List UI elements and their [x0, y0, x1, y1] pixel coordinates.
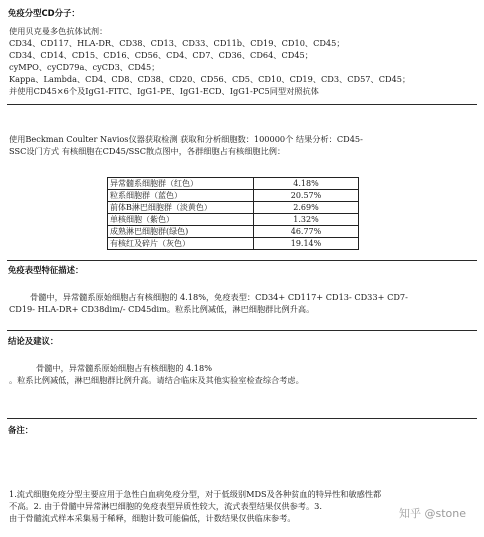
gating-info-line: SSC设门方式 有核细胞在CD45/SSC散点图中，各群细胞占有核细胞比例：: [9, 146, 286, 156]
section-divider: [7, 418, 477, 419]
population-value: 2.69%: [254, 202, 359, 214]
table-row: [108, 238, 359, 250]
remarks-text: 由于骨髓流式样本采集易于稀释，细胞计数可能偏低，计数结果仅供临床参考。: [9, 513, 296, 523]
remarks-text: 不高。2. 由于骨髓中异常淋巴细胞的免疫表型异质性较大，流式表型结果仅供参考。3.: [9, 501, 322, 511]
table-row: [108, 190, 359, 202]
watermark: 知乎 @stone: [399, 507, 467, 520]
antibody-reagent-line: 使用贝克曼多色抗体试剂：: [9, 26, 108, 36]
isotype-control-line: 并使用CD45×6个及IgG1-FITC、IgG1-PE、IgG1-ECD、IgG1-PC5同型对照抗体: [9, 86, 319, 96]
antibody-panel-line: CD34、CD117、HLA-DR、CD38、CD13、CD33、CD11b、CD19、CD10、CD45；: [9, 38, 345, 48]
population-value: 1.32%: [254, 214, 359, 226]
population-label: 成熟淋巴细胞群(绿色): [108, 226, 254, 238]
population-value: 46.77%: [254, 226, 359, 238]
conclusion-text: 骨髓中，异常髓系原始细胞占有核细胞的 4.18%: [36, 363, 212, 373]
section-heading-immunophenotype: 免疫表型特征描述：: [8, 265, 84, 275]
population-label: 单核细胞（紫色）: [108, 214, 254, 226]
population-label: 异常髓系细胞群（红色）: [108, 178, 254, 190]
population-label: 有核红及碎片（灰色）: [108, 238, 254, 250]
table-row: [108, 214, 359, 226]
section-divider: [7, 104, 477, 105]
section-heading-cd-molecules: 免疫分型CD分子：: [8, 8, 80, 18]
section-divider: [7, 260, 477, 261]
population-label: 粒系细胞群（蓝色）: [108, 190, 254, 202]
immunophenotype-description: CD19- HLA-DR+ CD38dim/- CD45dim。粒系比例减低，淋巴细胞群比例升高。: [9, 304, 315, 314]
section-heading-conclusion: 结论及建议：: [8, 336, 59, 346]
table-row: [108, 202, 359, 214]
population-value: 20.57%: [254, 190, 359, 202]
conclusion-text: 。粒系比例减低，淋巴细胞群比例升高。请结合临床及其他实验室检查综合考虑。: [9, 375, 304, 385]
antibody-panel-line: Kappa、Lambda、CD4、CD8、CD38、CD20、CD56、CD5、CD10、CD19、CD3、CD57、CD45；: [9, 74, 411, 84]
population-value: 4.18%: [254, 178, 359, 190]
antibody-panel-line: cyMPO、cyCD79a、cyCD3、CD45；: [9, 62, 160, 72]
acquisition-info-line: 使用Beckman Coulter Navios仪器获取检测 获取和分析细胞数：100000个 结果分析：CD45-: [9, 134, 363, 144]
remarks-text: 1.流式细胞免疫分型主要应用于急性白血病免疫分型，对于低级别MDS及各种贫血的特异性和敏感性都: [9, 489, 382, 499]
section-heading-remarks: 备注：: [8, 425, 34, 435]
immunophenotype-description: 骨髓中，异常髓系原始细胞占有核细胞的 4.18%，免疫表型：CD34+ CD117+ CD13- CD33+ CD7-: [30, 292, 408, 302]
population-label: 前体B淋巴细胞群（淡黄色）: [108, 202, 254, 214]
cell-population-table: [107, 177, 359, 250]
section-divider: [7, 330, 477, 331]
table-row: [108, 226, 359, 238]
population-value: 19.14%: [254, 238, 359, 250]
antibody-panel-line: CD34、CD14、CD15、CD16、CD56、CD4、CD7、CD36、CD64、CD45；: [9, 50, 313, 60]
table-row: [108, 178, 359, 190]
